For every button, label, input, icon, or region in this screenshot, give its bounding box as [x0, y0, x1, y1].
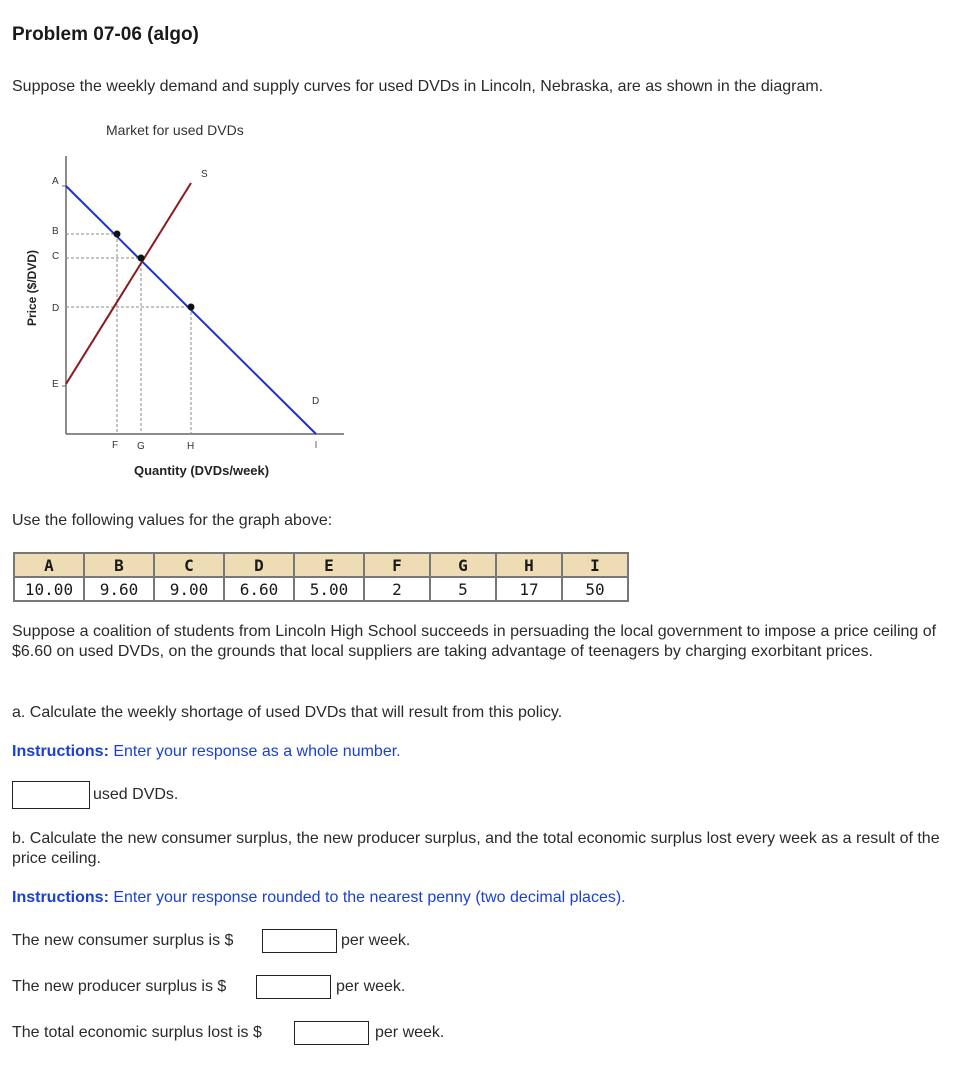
values-row	[14, 577, 628, 601]
point-hd	[188, 304, 195, 311]
problem-title: Problem 07-06 (algo)	[12, 24, 199, 45]
consumer-surplus-suffix: per week.	[341, 932, 411, 949]
producer-surplus-prefix: The new producer surplus is $	[12, 978, 227, 995]
supply-demand-chart	[0, 150, 360, 460]
value-g: 5	[430, 577, 496, 601]
part-a-instr-text: Enter your response as a whole number.	[108, 743, 401, 760]
header-i: I	[562, 553, 628, 577]
header-a: A	[14, 553, 84, 577]
supply-curve	[66, 183, 191, 384]
producer-surplus-input[interactable]	[256, 975, 331, 999]
header-b: B	[84, 553, 154, 577]
header-d: D	[224, 553, 294, 577]
consumer-surplus-prefix: The new consumer surplus is $	[12, 932, 234, 949]
x-label-h: H	[187, 441, 195, 452]
y-label-a: A	[52, 176, 59, 187]
y-label-d: D	[52, 303, 60, 314]
scenario-text: Suppose a coalition of students from Lincoln High School succeeds in persuading the local government to impose a price ceiling of $6.60 on used DVDs, on the grounds that local suppliers are taking advantage of teenagers by charging exorbitant prices.	[12, 623, 937, 660]
part-a-question: a. Calculate the weekly shortage of used DVDs that will result from this policy.	[12, 704, 563, 721]
chart-title: Market for used DVDs	[106, 122, 244, 138]
problem-intro: Suppose the weekly demand and supply curves for used DVDs in Lincoln, Nebraska, are as shown in the diagram.	[12, 78, 824, 95]
value-h: 17	[496, 577, 562, 601]
header-c: C	[154, 553, 224, 577]
value-i: 50	[562, 577, 628, 601]
value-f: 2	[364, 577, 430, 601]
guide-lines	[66, 234, 191, 434]
part-b-instructions	[12, 889, 626, 907]
shortage-suffix: used DVDs.	[93, 786, 179, 803]
y-axis-label: Price ($/DVD)	[25, 249, 39, 327]
consumer-surplus-input[interactable]	[262, 929, 337, 953]
x-axis-label: Quantity (DVDs/week)	[134, 463, 270, 478]
demand-label: D	[312, 396, 320, 407]
part-b-question: b. Calculate the new consumer surplus, the new producer surplus, and the total economic surplus lost every week as a result of the price ceiling.	[12, 830, 940, 867]
x-label-g: G	[137, 441, 145, 452]
value-b: 9.60	[84, 577, 154, 601]
producer-surplus-suffix: per week.	[336, 978, 406, 995]
y-label-b: B	[52, 226, 59, 237]
part-a-instructions	[12, 743, 401, 761]
values-header-row	[14, 553, 628, 577]
header-f: F	[364, 553, 430, 577]
values-intro: Use the following values for the graph above:	[12, 512, 333, 529]
shortage-input[interactable]	[12, 781, 90, 809]
header-g: G	[430, 553, 496, 577]
surplus-lost-suffix: per week.	[375, 1024, 445, 1041]
part-b-instr-label: Instructions:	[12, 889, 109, 906]
part-a-instr-label: Instructions:	[12, 743, 109, 760]
x-label-f: F	[112, 440, 119, 451]
surplus-lost-prefix: The total economic surplus lost is $	[12, 1024, 262, 1041]
point-fb	[114, 231, 121, 238]
point-equilibrium	[138, 255, 145, 262]
value-c: 9.00	[154, 577, 224, 601]
values-table	[13, 552, 629, 602]
supply-label: S	[201, 169, 208, 180]
value-d: 6.60	[224, 577, 294, 601]
part-b-instr-text: Enter your response rounded to the nearest penny (two decimal places).	[108, 889, 626, 906]
header-e: E	[294, 553, 364, 577]
value-a: 10.00	[14, 577, 84, 601]
value-e: 5.00	[294, 577, 364, 601]
y-label-c: C	[52, 251, 60, 262]
y-label-e: E	[52, 379, 59, 390]
header-h: H	[496, 553, 562, 577]
surplus-lost-input[interactable]	[294, 1021, 369, 1045]
